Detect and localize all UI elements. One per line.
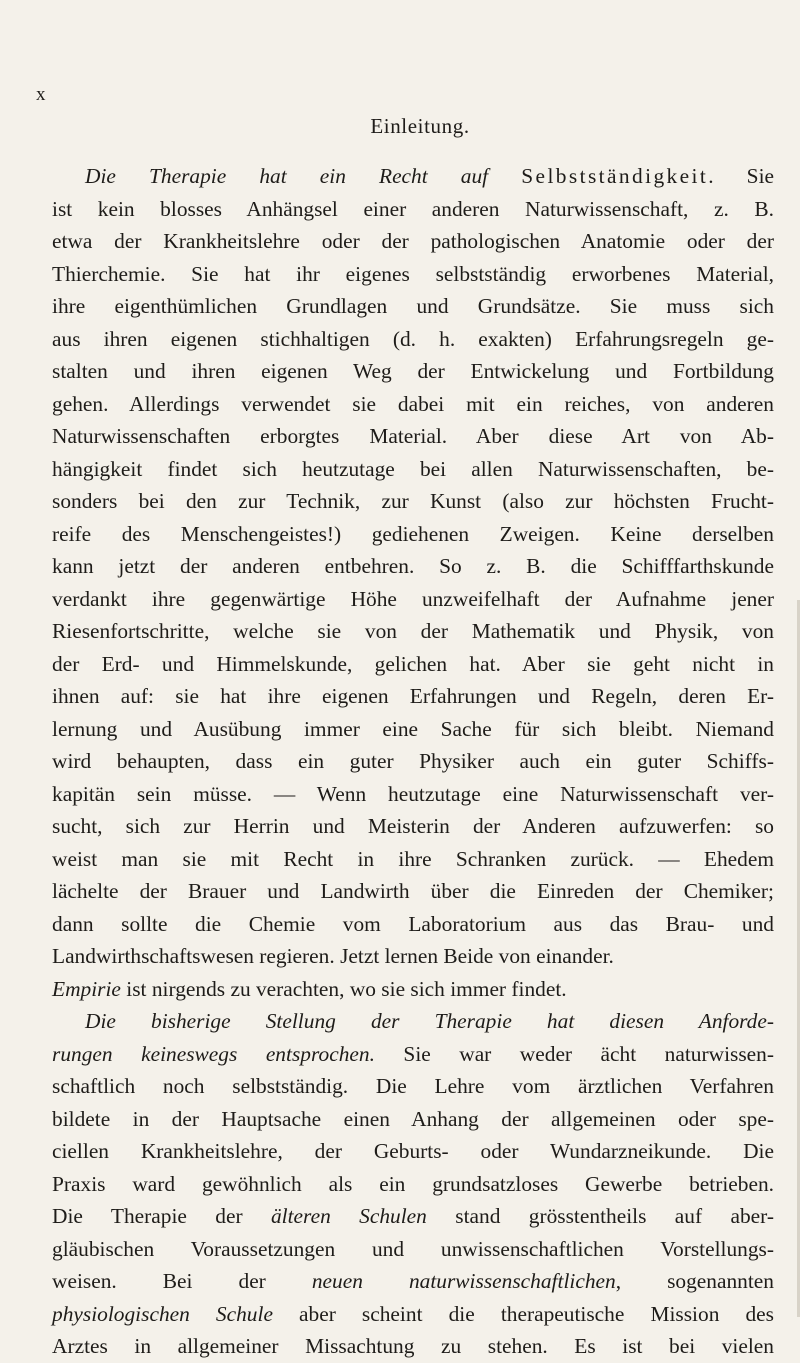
running-head: Einleitung. xyxy=(370,114,470,138)
text-run: sonders bei den zur Technik, zur Kunst (also zur höchsten Frucht- xyxy=(52,489,774,513)
text-line xyxy=(52,1038,774,1071)
text-line xyxy=(52,875,774,908)
text-line xyxy=(52,160,774,193)
text-run: Landwirthschaftswesen regieren. Jetzt lernen Beide von einander. xyxy=(52,944,614,968)
text-run: hängigkeit findet sich heutzutage bei allen Naturwissenschaften, be- xyxy=(52,456,774,481)
text-line xyxy=(52,453,774,486)
text-run: lächelte der Brauer und Landwirth über die Einreden der Chemiker; xyxy=(52,879,774,903)
text-run: wird behaupten, dass ein guter Physiker auch ein guter Schiffs- xyxy=(52,749,774,773)
text-run: verdankt ihre gegenwärtige Höhe unzweifelhaft der Aufnahme jener xyxy=(52,586,774,611)
text-line xyxy=(52,388,774,421)
italic-text: rungen keineswegs entsprochen. xyxy=(52,1041,375,1066)
text-line xyxy=(52,258,774,291)
text-run: stand grösstentheils auf aber- xyxy=(426,1204,774,1228)
text-run: weist man sie mit Recht in ihre Schranken zurück. — Ehedem xyxy=(52,846,774,871)
text-run: Thierchemie. Sie hat ihr eigenes selbstständig erworbenes Material, xyxy=(52,261,774,286)
text-run: kann jetzt der anderen entbehren. So z. B. die Schifffarthskunde xyxy=(52,554,774,578)
text-line xyxy=(52,615,774,648)
text-line xyxy=(52,1070,774,1103)
text-line xyxy=(52,225,774,258)
italic-text: Die bisherige Stellung der Therapie hat diesen Anforde- xyxy=(85,1009,774,1033)
text-line xyxy=(52,908,774,941)
text-line xyxy=(52,1265,774,1298)
text-run: ihre eigenthümlichen Grundlagen und Grundsätze. Sie muss sich xyxy=(52,294,774,318)
text-run: reife des Menschengeistes!) gediehenen Zweigen. Keine derselben xyxy=(52,521,774,546)
text-run: etwa der Krankheitslehre oder der pathologischen Anatomie oder der xyxy=(52,229,774,253)
italic-text: neuen naturwissenschaftlichen xyxy=(311,1269,616,1293)
text-run: ihnen auf: sie hat ihre eigenen Erfahrungen und Regeln, deren Er- xyxy=(52,684,774,708)
text-line xyxy=(52,323,774,356)
text-line xyxy=(52,1168,774,1201)
text-line xyxy=(52,1135,774,1168)
text-run: kapitän sein müsse. — Wenn heutzutage eine Naturwissenschaft ver- xyxy=(52,781,774,806)
italic-text: Empirie xyxy=(52,976,121,1001)
text-line xyxy=(52,648,774,681)
italic-text: älteren Schulen xyxy=(270,1204,427,1228)
text-run: stalten und ihren eigenen Weg der Entwickelung und Fortbildung xyxy=(52,359,774,383)
text-run: weisen. Bei der xyxy=(52,1269,312,1293)
text-run: lernung und Ausübung immer eine Sache für sich bleibt. Niemand xyxy=(52,716,774,741)
text-run: Die Therapie der xyxy=(52,1204,271,1228)
text-line xyxy=(52,778,774,811)
text-run: ciellen Krankheitslehre, der Geburts- oder Wundarzneikunde. Die xyxy=(52,1139,774,1163)
text-run: ist nirgends zu verachten, wo sie sich immer findet. xyxy=(120,976,567,1001)
spaced-text: Selbstständigkeit xyxy=(521,164,709,188)
body-text xyxy=(52,160,774,1363)
text-line xyxy=(52,1298,774,1331)
text-line xyxy=(52,193,774,226)
text-line xyxy=(52,1005,774,1038)
text-line xyxy=(52,1200,774,1233)
text-line xyxy=(52,420,774,453)
text-run: Arztes in allgemeiner Missachtung zu stehen. Es ist bei vielen xyxy=(52,1334,774,1358)
text-line xyxy=(52,583,774,616)
text-line xyxy=(52,1330,774,1363)
text-run: Riesenfortschritte, welche sie von der Mathematik und Physik, von xyxy=(52,619,774,643)
text-run: der Erd- und Himmelskunde, gelichen hat. Aber sie geht nicht in xyxy=(52,651,774,676)
text-run: dann sollte die Chemie vom Laboratorium aus das Brau- und xyxy=(52,911,774,936)
text-line xyxy=(52,518,774,551)
text-line xyxy=(52,485,774,518)
text-line xyxy=(52,1233,774,1266)
text-run: gläubischen Voraussetzungen und unwissenschaftlichen Vorstellungs- xyxy=(52,1236,774,1261)
text-run: aber scheint die therapeutische Mission des xyxy=(272,1301,774,1326)
text-line xyxy=(52,1103,774,1136)
text-line xyxy=(52,973,774,1006)
italic-text: Die Therapie hat ein Recht auf xyxy=(85,164,489,188)
text-run: ist kein blosses Anhängsel einer anderen Naturwissenschaft, z. B. xyxy=(52,196,774,221)
text-line xyxy=(52,745,774,778)
text-line xyxy=(52,713,774,746)
text-run: schaftlich noch selbstständig. Die Lehre vom ärztlichen Verfahren xyxy=(52,1074,774,1098)
text-run: Sie war weder ächt naturwissen- xyxy=(374,1041,774,1066)
italic-text: physiologischen Schule xyxy=(52,1301,273,1326)
text-run: gehen. Allerdings verwendet sie dabei mit ein reiches, von anderen xyxy=(52,391,774,416)
text-line xyxy=(52,290,774,323)
text-run xyxy=(488,164,521,188)
text-line xyxy=(52,355,774,388)
text-run: . Sie xyxy=(708,164,775,188)
text-run: , sogenannten xyxy=(615,1269,774,1293)
text-line xyxy=(52,810,774,843)
text-run: bildete in der Hauptsache einen Anhang der allgemeinen oder spe- xyxy=(52,1106,774,1131)
text-run: Naturwissenschaften erborgtes Material. Aber diese Art von Ab- xyxy=(52,424,774,448)
text-line xyxy=(52,680,774,713)
text-run: sucht, sich zur Herrin und Meisterin der Anderen aufzuwerfen: so xyxy=(52,814,774,838)
text-line xyxy=(52,843,774,876)
text-run: aus ihren eigenen stichhaltigen (d. h. exakten) Erfahrungsregeln ge- xyxy=(52,326,774,351)
page-number: x xyxy=(36,84,46,105)
text-line xyxy=(52,940,774,973)
text-run: Praxis ward gewöhnlich als ein grundsatzloses Gewerbe betrieben. xyxy=(52,1171,774,1196)
text-line xyxy=(52,550,774,583)
